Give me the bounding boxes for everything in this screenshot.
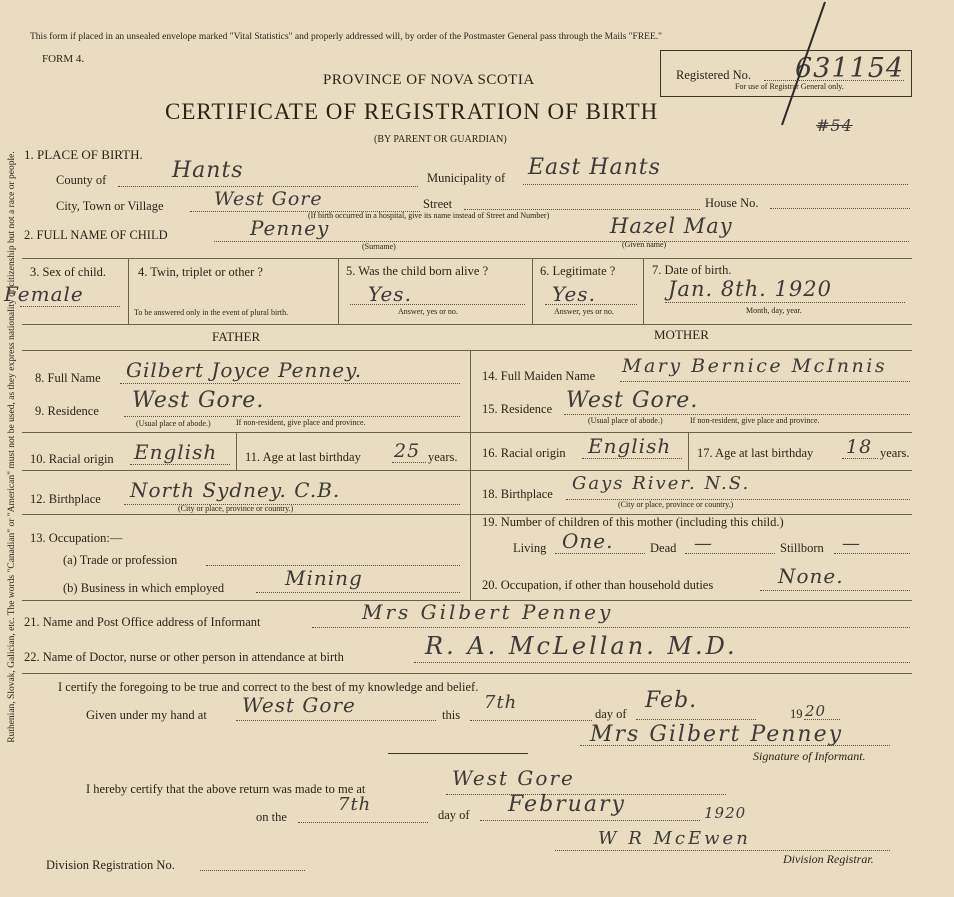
registrar-day: 7th: [338, 794, 372, 815]
place-heading: 1. PLACE OF BIRTH.: [24, 147, 143, 162]
certify-month: Feb.: [645, 688, 698, 713]
mother-occupation-value: None.: [778, 564, 844, 588]
registered-label: Registered No.: [676, 68, 751, 82]
date-value: Jan. 8th. 1920: [668, 277, 832, 301]
father-birthplace-label: 12. Birthplace: [30, 492, 101, 506]
father-trade-label: (a) Trade or profession: [63, 553, 178, 567]
father-business-label: (b) Business in which employed: [63, 581, 225, 595]
father-age-label: 11. Age at last birthday: [245, 450, 361, 464]
mother-birthplace-label: 18. Birthplace: [482, 487, 553, 501]
rule-row3-top: [22, 258, 912, 259]
father-age-line: [392, 462, 426, 463]
father-business-line: [256, 592, 460, 593]
hospital-note: (If birth occurred in a hospital, give its name instead of Street and Number): [308, 211, 550, 220]
mother-residence-label: 15. Residence: [482, 402, 553, 416]
date-label: 7. Date of birth.: [652, 263, 732, 277]
rule-residence: [22, 432, 912, 433]
rule-v4: [643, 258, 644, 324]
father-birthplace-note: (City or place, province or country.): [178, 504, 294, 513]
page-title: CERTIFICATE OF REGISTRATION OF BIRTH: [165, 99, 659, 124]
given-at-value: West Gore: [242, 693, 356, 717]
informant-line: [312, 627, 910, 628]
mother-name-value: Mary Bernice McInnis: [622, 355, 888, 377]
certify-dayof-label: day of: [595, 707, 627, 721]
municipality-value: East Hants: [528, 155, 661, 180]
father-race-value: English: [134, 440, 218, 464]
alive-note: Answer, yes or no.: [398, 307, 458, 316]
informant-value: Mrs Gilbert Penney: [362, 600, 614, 624]
rule-certify-top: [22, 673, 912, 674]
sex-label: 3. Sex of child.: [30, 265, 107, 279]
mother-race-value: English: [588, 434, 672, 458]
registrar-place: West Gore: [452, 766, 575, 790]
mother-race-line: [582, 458, 682, 459]
informant-signature-label: Signature of Informant.: [753, 749, 866, 763]
registrar-dayof-label: day of: [438, 808, 470, 822]
rule-v2: [338, 258, 339, 324]
mother-occupation-line: [760, 590, 910, 591]
alive-label: 5. Was the child born alive ?: [346, 264, 489, 278]
legit-value: Yes.: [552, 282, 596, 306]
this-label: this: [442, 708, 461, 722]
registered-number: 631154: [795, 53, 905, 84]
county-line: [118, 186, 418, 187]
pen-stroke: [770, 0, 830, 140]
father-residence-value: West Gore.: [132, 388, 265, 413]
father-residence-label: 9. Residence: [35, 404, 99, 418]
stillborn-label: Stillborn: [780, 541, 824, 555]
given-at-label: Given under my hand at: [86, 708, 207, 722]
legit-label: 6. Legitimate ?: [540, 264, 616, 278]
father-birthplace-value: North Sydney. C.B.: [130, 478, 341, 502]
father-name-value: Gilbert Joyce Penney.: [126, 358, 363, 382]
registrar-on-label: on the: [256, 810, 287, 824]
father-age-years: years.: [428, 450, 458, 464]
certify-year: 20: [805, 702, 827, 720]
informant-signature: Mrs Gilbert Penney: [590, 722, 844, 747]
house-line: [770, 208, 910, 209]
division-registration-line: [200, 870, 305, 871]
legit-note: Answer, yes or no.: [554, 307, 614, 316]
mother-heading: MOTHER: [654, 327, 709, 342]
living-value: One.: [562, 529, 614, 553]
side-notice: [2, 12, 17, 892]
city-label: City, Town or Village: [56, 199, 164, 213]
rule-father-age: [236, 432, 237, 470]
dead-value: —: [694, 533, 713, 554]
street-label: Street: [423, 197, 453, 211]
mother-residence-value: West Gore.: [566, 388, 699, 413]
given-at-line: [236, 720, 436, 721]
living-label: Living: [513, 541, 547, 555]
father-heading: FATHER: [212, 329, 261, 344]
rule-race: [22, 470, 912, 471]
mother-occupation-label: 20. Occupation, if other than household duties: [482, 578, 714, 592]
mother-name-line: [620, 381, 910, 382]
mother-age-years: years.: [880, 446, 910, 460]
this-line: [470, 720, 592, 721]
municipality-line: [523, 184, 908, 185]
sex-value: Female: [4, 282, 84, 306]
father-race-label: 10. Racial origin: [30, 452, 114, 466]
city-value: West Gore: [214, 188, 323, 210]
form-number: FORM 4.: [42, 53, 85, 65]
father-residence-note2: If non-resident, give place and province.: [236, 418, 366, 427]
county-label: County of: [56, 173, 107, 187]
page-subtitle: (BY PARENT OR GUARDIAN): [374, 134, 507, 145]
mother-race-label: 16. Racial origin: [482, 446, 566, 460]
mother-birthplace-note: (City or place, province or country.): [618, 500, 734, 509]
rule-parents-divider: [470, 350, 471, 600]
mother-age-value: 18: [846, 436, 873, 458]
father-race-line: [130, 464, 230, 465]
registrar-signature: W R McEwen: [598, 828, 751, 849]
mother-birthplace-value: Gays River. N.S.: [572, 473, 751, 494]
alive-value: Yes.: [368, 282, 412, 306]
mother-children-label: 19. Number of children of this mother (including this child.): [482, 515, 784, 529]
living-line: [555, 553, 645, 554]
mother-age-line: [842, 458, 878, 459]
rule-divider-short: [388, 753, 528, 754]
father-business-value: Mining: [285, 566, 363, 590]
registrar-month: February: [508, 792, 626, 817]
rule-v1: [128, 258, 129, 324]
father-age-value: 25: [394, 440, 421, 462]
dead-label: Dead: [650, 541, 677, 555]
father-occupation-label: 13. Occupation:—: [30, 531, 123, 545]
county-value: Hants: [172, 158, 244, 183]
date-note: Month, day, year.: [746, 306, 802, 315]
mother-residence-note: (Usual place of abode.): [588, 416, 663, 425]
stillborn-value: —: [842, 533, 861, 554]
doctor-label: 22. Name of Doctor, nurse or other person in attendance at birth: [24, 650, 344, 664]
rule-row3-bottom: [22, 324, 912, 325]
certify-text: I certify the foregoing to be true and correct to the best of my knowledge and belief.: [58, 680, 479, 694]
given-name-note: (Given name): [622, 240, 667, 249]
division-registration-label: Division Registration No.: [46, 858, 175, 872]
child-name-label: 2. FULL NAME OF CHILD: [24, 228, 168, 242]
date-line: [665, 302, 905, 303]
street-line: [464, 209, 700, 210]
mother-name-label: 14. Full Maiden Name: [482, 369, 596, 383]
municipality-label: Municipality of: [427, 171, 506, 185]
mother-residence-line: [564, 414, 910, 415]
certify-month-line: [636, 719, 756, 720]
certify-day: 7th: [484, 692, 518, 713]
mother-age-label: 17. Age at last birthday: [697, 446, 814, 460]
registrar-year: 1920: [704, 804, 747, 822]
father-name-label: 8. Full Name: [35, 371, 101, 385]
informant-signature-line: [580, 745, 890, 746]
child-name-line: [214, 241, 909, 242]
stamp-mark: #54: [816, 116, 853, 135]
registrar-signature-line: [555, 850, 890, 851]
surname-note: (Surname): [362, 242, 396, 251]
twin-note: To be answered only in the event of plural birth.: [134, 308, 289, 317]
twin-label: 4. Twin, triplet or other ?: [138, 265, 263, 279]
father-residence-note: (Usual place of abode.): [136, 419, 211, 428]
father-residence-line: [124, 416, 460, 417]
mother-residence-note2: If non-resident, give place and province.: [690, 416, 820, 425]
rule-mother-age: [688, 432, 689, 470]
father-name-line: [120, 383, 460, 384]
sex-line: [20, 306, 120, 307]
child-surname: Penney: [250, 216, 330, 240]
registrar-text: I hereby certify that the above return was made to me at: [86, 782, 366, 796]
registrar-signature-label: Division Registrar.: [783, 852, 874, 866]
doctor-value: R. A. McLellan. M.D.: [425, 632, 738, 660]
certify-year-line: [804, 719, 840, 720]
registrar-day-line: [298, 822, 428, 823]
rule-v3: [532, 258, 533, 324]
house-label: House No.: [705, 196, 759, 210]
top-notice: This form if placed in an unsealed envelope marked "Vital Statistics" and properly addressed will, by order of the Postmaster General pass through the Mails "FREE.": [30, 32, 663, 42]
informant-label: 21. Name and Post Office address of Informant: [24, 615, 261, 629]
province-heading: PROVINCE OF NOVA SCOTIA: [323, 72, 535, 88]
side-notice-text: Ruthenian, Slovak, Galician, etc. The words "Canadian" or "American" must not be used, as they express nationality or citizenship but not a race or people.: [7, 151, 17, 743]
doctor-line: [414, 662, 910, 663]
certify-year-prefix: 19: [790, 707, 803, 721]
rule-parents-top: [22, 350, 912, 351]
child-given-name: Hazel May: [610, 214, 733, 238]
registrar-month-line: [480, 820, 700, 821]
registered-note: For use of Registrar General only.: [735, 82, 844, 91]
